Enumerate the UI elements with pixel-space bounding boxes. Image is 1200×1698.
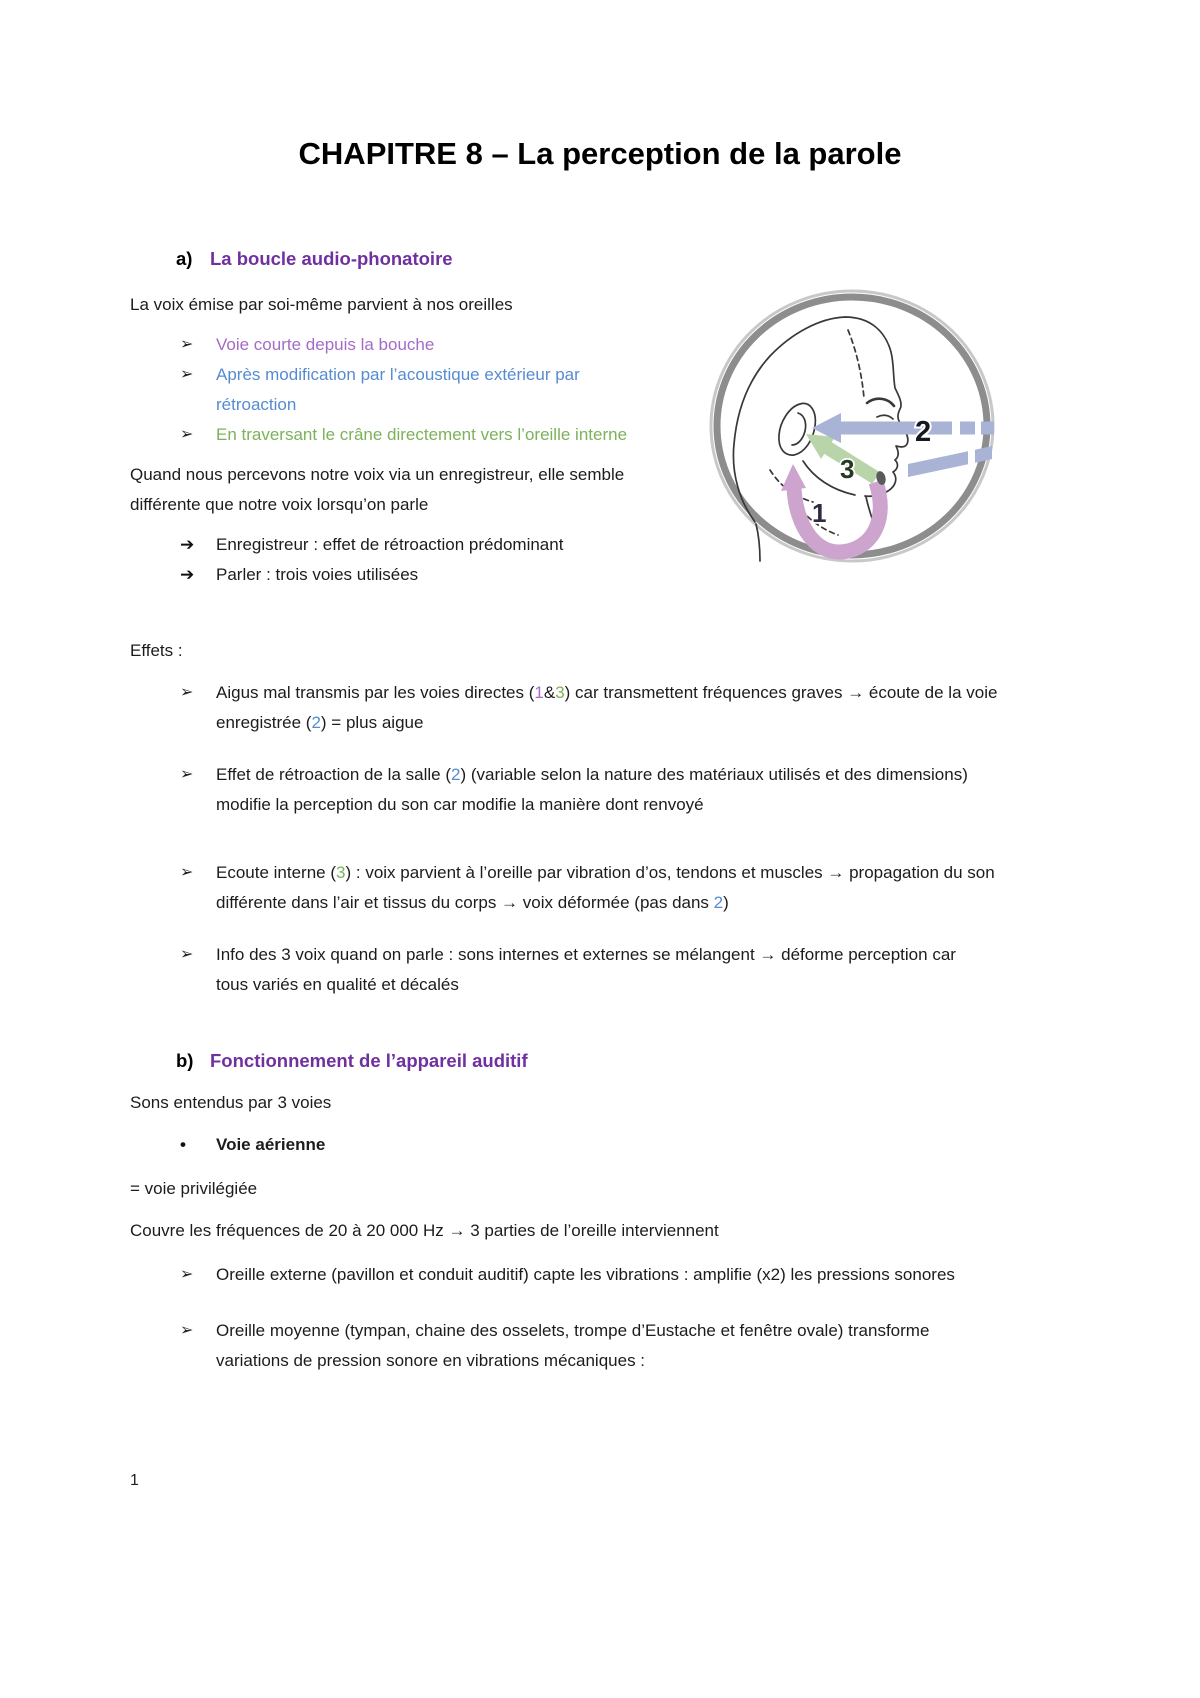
chevron-bullet-icon: ➢ xyxy=(180,1266,194,1283)
voice-path-1: Voie courte depuis la bouche xyxy=(216,335,435,354)
voice-path-2: Après modification par l’acoustique extérieur par rétroaction xyxy=(216,365,580,414)
chevron-bullet-icon: ➢ xyxy=(180,946,194,963)
text-run: Aigus mal transmis par les voies directes ( xyxy=(216,683,535,702)
recorder-paragraph: Quand nous percevons notre voix via un enregistreur, elle semble différente que notre voix lorsqu’on parle xyxy=(130,465,625,514)
effect-mixed-voices xyxy=(216,940,976,1000)
arrow-bullet-icon: ➔ xyxy=(180,565,195,584)
conclusion-recorder: Enregistreur : effet de rétroaction prédominant xyxy=(216,535,564,554)
section-a-title: La boucle audio-phonatoire xyxy=(210,248,453,269)
conclusion-speaking: Parler : trois voies utilisées xyxy=(216,565,419,584)
ear-parts-list xyxy=(130,1260,1070,1376)
dot-bullet-icon: • xyxy=(180,1135,186,1154)
chevron-bullet-icon: ➢ xyxy=(180,684,194,701)
effects-list xyxy=(130,678,1070,1000)
list-item xyxy=(130,420,638,450)
chevron-bullet-icon: ➢ xyxy=(180,864,194,881)
pathway-2-beam xyxy=(841,422,952,435)
path-number-2: 2 xyxy=(451,765,461,784)
section-b-title: Fonctionnement de l’appareil auditif xyxy=(210,1050,528,1071)
section-a-heading xyxy=(130,244,1070,274)
text-run: Info des 3 voix quand on parle : sons internes et externes se mélangent → déforme perception car tous variés en qualité et décalés xyxy=(216,945,956,994)
text-run: ) : voix parvient à l’oreille par vibration d’os, tendons et muscles → propagation du son différente dans l’air et tissus du corps → voix déformée (pas dans xyxy=(216,863,995,912)
list-item xyxy=(130,1130,1070,1160)
chevron-bullet-icon: ➢ xyxy=(180,1322,194,1339)
figure-label-3: 3 xyxy=(840,454,855,484)
effect-item xyxy=(130,678,1070,738)
privileged-path-paragraph: = voie privilégiée xyxy=(130,1179,258,1198)
page-number: 1 xyxy=(130,1472,139,1489)
text-run: Ecoute interne ( xyxy=(216,863,337,882)
section-b-heading xyxy=(130,1046,1070,1076)
effect-item xyxy=(130,842,1070,918)
pathway-2-beam-dash1 xyxy=(960,422,975,435)
path-number-2: 2 xyxy=(713,893,724,912)
list-item xyxy=(130,1260,1070,1290)
text-run: Effet de rétroaction de la salle ( xyxy=(216,765,451,784)
frequency-range-paragraph: Couvre les fréquences de 20 à 20 000 Hz → 3 parties de l’oreille interviennent xyxy=(130,1221,719,1240)
path-number-2: 2 xyxy=(311,713,321,732)
arrow-bullet-icon: ➔ xyxy=(180,535,195,554)
middle-ear-item: Oreille moyenne (tympan, chaine des osselets, trompe d’Eustache et fenêtre ovale) transforme variations de pression sonore en vibrations mécaniques : xyxy=(216,1321,930,1370)
effects-label: Effets : xyxy=(130,641,183,660)
list-item xyxy=(130,360,638,420)
chevron-bullet-icon: ➢ xyxy=(180,766,194,783)
text-run: ) (variable selon la nature des matériaux utilisés et des dimensions) modifie la perception du son car modifie la manière dont renvoyé xyxy=(216,765,968,814)
section-b-intro: Sons entendus par 3 voies xyxy=(130,1093,332,1112)
voice-path-3: En traversant le crâne directement vers l’oreille interne xyxy=(216,425,628,444)
figure-label-1: 1 xyxy=(812,498,827,528)
section-b-number: b) xyxy=(176,1050,194,1071)
text-run: & xyxy=(543,683,556,702)
text-run: ) xyxy=(723,893,729,912)
list-item xyxy=(130,560,638,590)
outer-ear-item: Oreille externe (pavillon et conduit auditif) capte les vibrations : amplifie (x2) les pressions sonores xyxy=(216,1265,955,1284)
pathway-2-beam-dash2 xyxy=(981,422,994,435)
path-number-3: 3 xyxy=(555,683,565,702)
page-title: CHAPITRE 8 – La perception de la parole xyxy=(298,136,902,171)
path-number-3: 3 xyxy=(336,863,346,882)
audio-loop-figure-svg xyxy=(652,278,1007,570)
text-run: ) car transmettent fréquences graves → écoute de la voie enregistrée ( xyxy=(216,683,998,732)
effect-item xyxy=(130,940,1070,1000)
section-a-number: a) xyxy=(176,248,193,269)
text-run: ) = plus aigue xyxy=(320,713,424,732)
list-item xyxy=(130,530,638,560)
chevron-bullet-icon: ➢ xyxy=(180,366,194,383)
effect-room-feedback xyxy=(216,760,1016,820)
path-number-1: 1 xyxy=(534,683,544,702)
air-path-bullet: Voie aérienne xyxy=(216,1135,326,1154)
figure-label-2: 2 xyxy=(915,416,932,448)
list-item xyxy=(130,1316,1070,1376)
chevron-bullet-icon: ➢ xyxy=(180,426,194,443)
chevron-bullet-icon: ➢ xyxy=(180,336,194,353)
audio-loop-figure xyxy=(652,278,1007,570)
list-item xyxy=(130,330,638,360)
effect-highs xyxy=(216,678,1016,738)
effect-internal-listening xyxy=(216,858,1016,918)
intro-paragraph: La voix émise par soi-même parvient à nos oreilles xyxy=(130,295,513,314)
effect-item xyxy=(130,760,1070,820)
